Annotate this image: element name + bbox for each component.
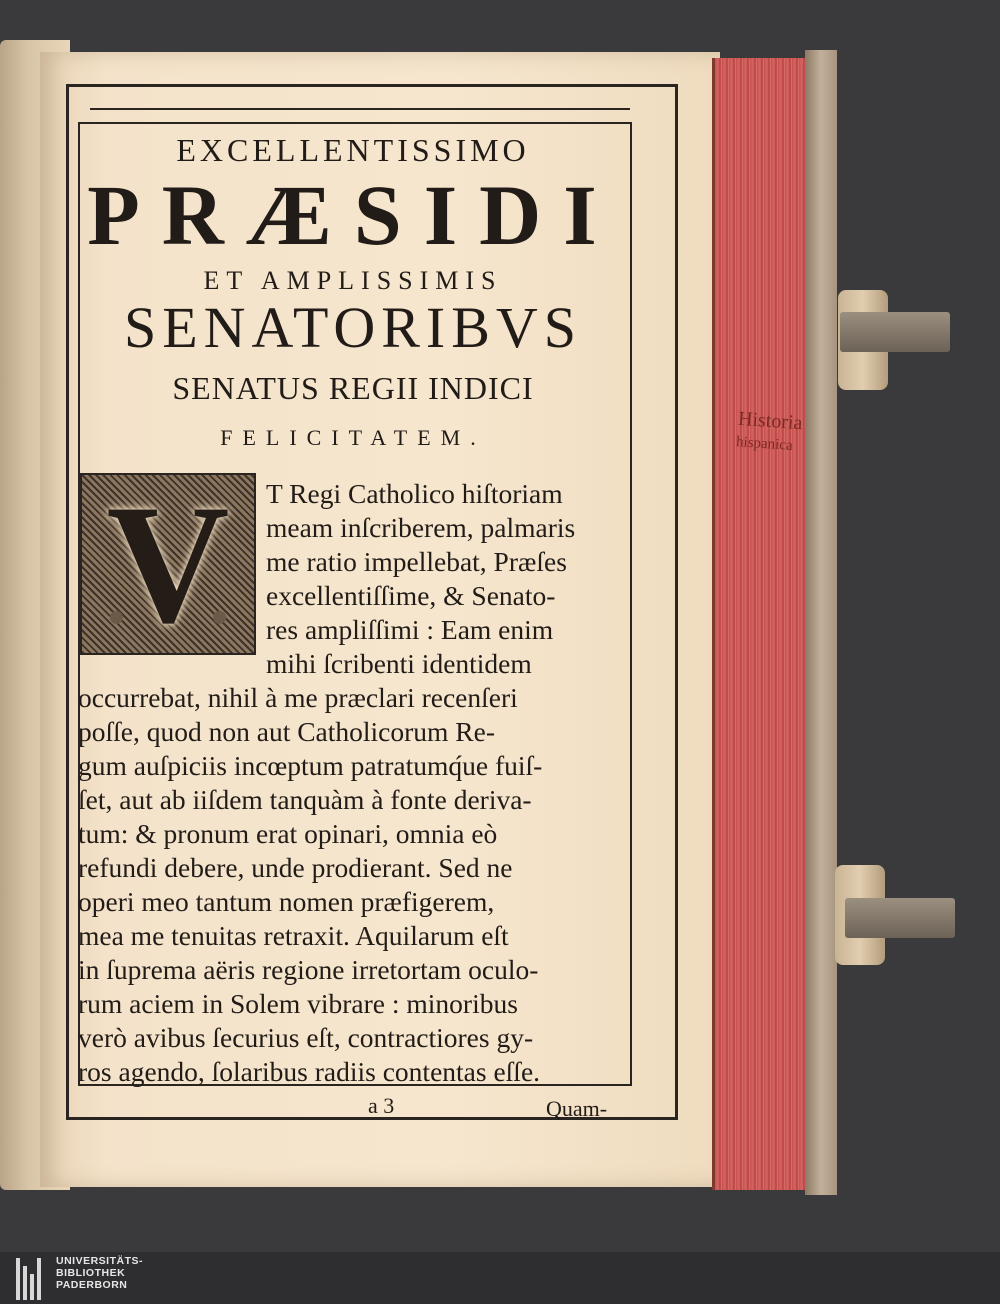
body-line: tum: & pronum erat opinari, omnia eò <box>78 818 498 849</box>
body-line: poſſe, quod non aut Catholicorum Re- <box>78 716 496 747</box>
signature-mark: a 3 <box>368 1093 395 1118</box>
logo-line-2: BIBLIOTHEK <box>56 1267 126 1279</box>
decorated-initial <box>80 470 256 658</box>
library-logo-icon <box>16 1258 52 1300</box>
library-logo-text <box>56 1255 256 1291</box>
book-cover-edge <box>805 50 837 1195</box>
body-line: meam inſcriberem, palmaris <box>266 512 576 543</box>
body-line: in ſuprema aëris regione irretortam oculo- <box>78 954 539 985</box>
heading-line-5: SENATUS REGII INDICI <box>172 370 534 406</box>
clasp-bottom <box>845 898 955 938</box>
body-line: occurrebat, nihil à me præclari recenſeri <box>78 682 518 713</box>
heading-line-6: FELICITATEM. <box>220 425 486 450</box>
body-line: mea me tenuitas retraxit. Aquilarum eſt <box>78 920 509 951</box>
body-line: me ratio impellebat, Præſes <box>266 546 567 577</box>
red-page-edges <box>712 58 817 1190</box>
body-line: excellentiſſime, & Senato- <box>266 580 556 611</box>
heading-line-4: SENATORIBVS <box>123 295 583 360</box>
logo-line-1: UNIVERSITÄTS- <box>56 1255 144 1267</box>
body-line: res ampliſſimi : Eam enim <box>266 614 554 645</box>
initial-letter: V <box>106 470 230 658</box>
body-line: rum aciem in Solem vibrare : minoribus <box>78 988 518 1019</box>
spine-note-2: hispanica <box>735 434 794 454</box>
heading-line-3: ET AMPLISSIMIS <box>203 266 503 295</box>
heading-line-2: PRÆSIDI <box>87 167 619 263</box>
clasp-top <box>840 312 950 352</box>
body-line: gum auſpiciis incœptum patratumq́ue fuiſ- <box>78 750 543 781</box>
top-rule <box>90 108 630 110</box>
body-line: ros agendo, ſolaribus radiis contentas eſſe. <box>78 1056 541 1087</box>
body-line: mihi ſcribenti identidem <box>266 648 532 679</box>
body-line: T Regi Catholico hiſtoriam <box>266 478 563 509</box>
heading-line-1: EXCELLENTISSIMO <box>176 132 530 168</box>
body-line: operi meo tantum nomen præfigerem, <box>78 886 495 917</box>
body-line: refundi debere, unde prodierant. Sed ne <box>78 852 513 883</box>
logo-line-3: PADERBORN <box>56 1279 128 1291</box>
body-line: ſet, aut ab iiſdem tanquàm à fonte deriva- <box>78 784 532 815</box>
body-line: verò avibus ſecurius eſt, contractiores gy- <box>78 1022 534 1053</box>
catchword: Quam- <box>546 1096 608 1121</box>
spine-note-1: Historia <box>737 407 804 435</box>
